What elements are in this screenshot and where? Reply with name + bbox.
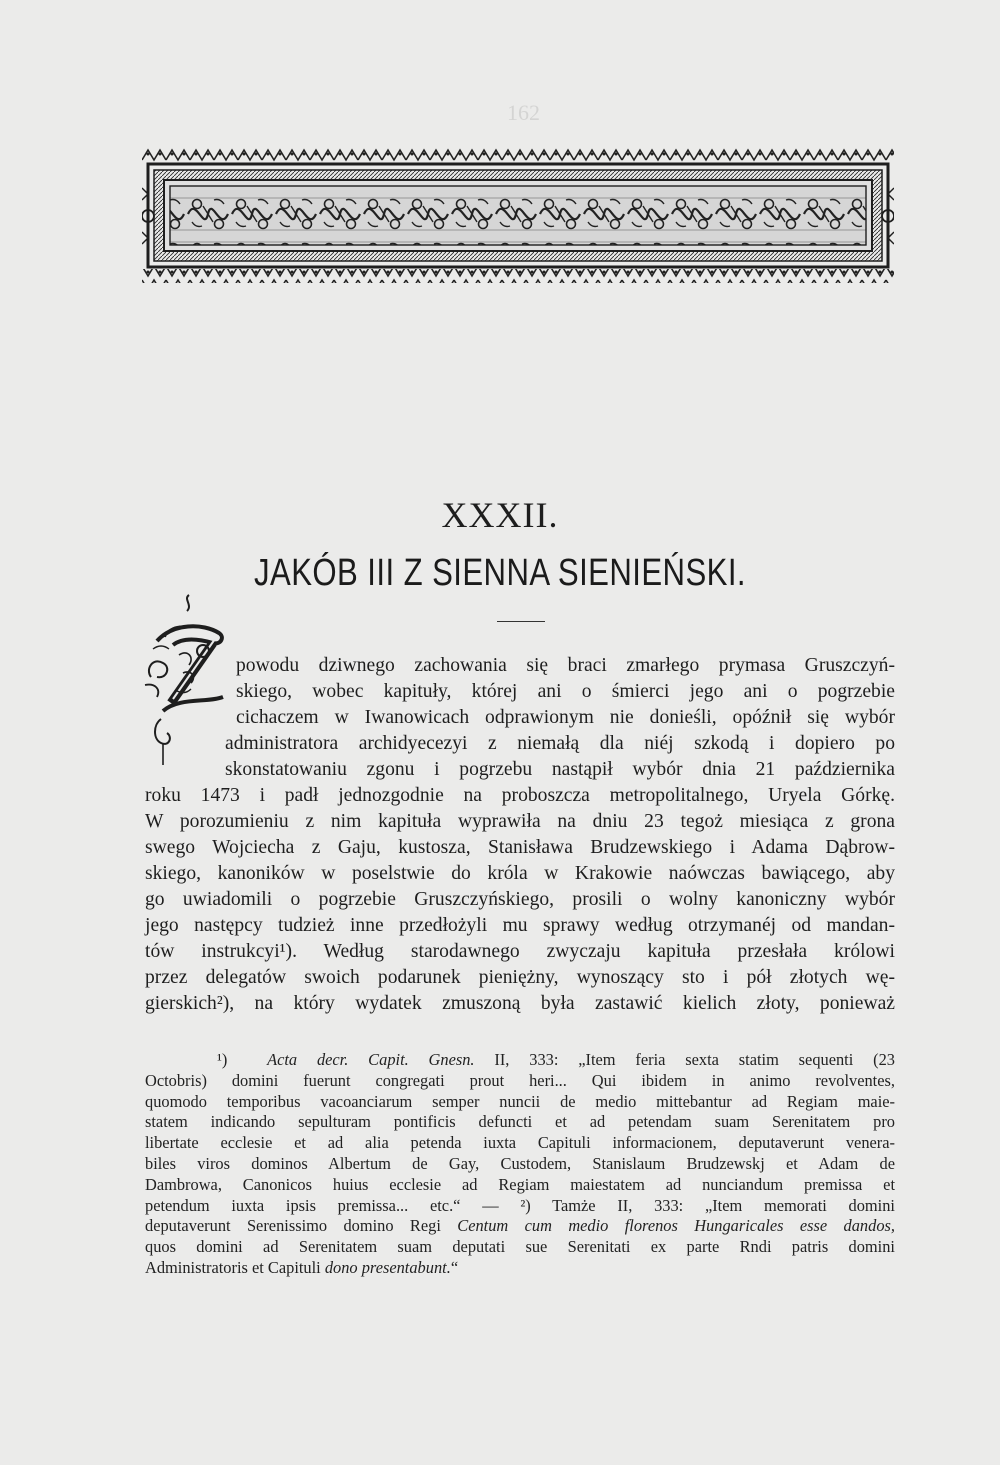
body-line: go uwiadomili o pogrzebie Gruszczyńskiego, prosili o wolny kanoniczny wybór <box>145 889 895 910</box>
footnote-marker: ¹) <box>217 1050 228 1069</box>
body-line: gierskich²), na który wydatek zmuszoną była zastawić kielich złoty, ponieważ <box>145 993 895 1014</box>
footnote-line: ¹) Acta decr. Capit. Gnesn. II, 333: „Item feria sexta statim sequenti (23 <box>217 1050 895 1069</box>
chapter-title: JAKÓB III Z SIENNA SIENIEŃSKI. <box>254 552 746 594</box>
body-line: cichaczem w Iwanowicach odprawionym nie donieśli, opóźnił się wybór <box>236 707 895 728</box>
footnote-quote: Centum cum medio florenos Hungaricales esse dandos, <box>457 1216 895 1236</box>
ornamental-headpiece <box>142 148 894 283</box>
footnote-line: Dambrowa, Canonicos huius ecclesie ad Regiam maiestatem ad nunciandum premissa et <box>145 1174 895 1194</box>
body-line: swego Wojciecha z Gaju, kustosza, Stanisława Brudzewskiego i Adama Dąbrow- <box>145 837 895 858</box>
body-line: powodu dziwnego zachowania się braci zmarłego prymasa Gruszczyń- <box>236 655 895 676</box>
bleed-through-page-number: 162 <box>507 100 540 125</box>
footnote-line: Administratoris et Capituli dono presentabunt.“ <box>145 1257 459 1277</box>
footnote-line: libertate ecclesie et ad alia petenda iuxta Capituli informacionem, deputaverunt venera- <box>145 1133 895 1153</box>
body-line: administratora archidyecezyi z niemałą dla niéj szkodą i dopiero po <box>225 733 895 754</box>
footnote-line: statem indicando sepulturam pontificis defuncti et ad petendam suam Serenitatem pro <box>145 1112 895 1132</box>
footnote-quote: dono presentabunt. <box>324 1257 451 1277</box>
body-line: W porozumieniu z nim kapituła wyprawiła na dniu 23 tegoż miesiąca z grona <box>145 811 895 832</box>
footnote-line: petendum iuxta ipsis premissa... etc.“ — ²) Tamże II, 333: „Item memorati domini <box>145 1195 895 1215</box>
footnotes <box>145 1050 895 1279</box>
body-line: tów instrukcyi¹). Według starodawnego zwyczaju kapituła przesłała królowi <box>145 941 895 962</box>
ornamental-initial-z <box>143 593 238 768</box>
body-line: skiego, kanoników w poselstwie do króla w Krakowie naówczas bawiącego, aby <box>145 863 895 884</box>
footnote-line: deputaverunt Serenissimo domino Regi Centum cum medio florenos Hungaricales esse dandos, <box>145 1216 895 1236</box>
body-line: skonstatowaniu zgonu i pogrzebu nastąpił wybór dnia 21 października <box>225 759 895 780</box>
footnote-line: Octobris) domini fuerunt congregati prout heri... Qui ibidem in animo revolventes, <box>145 1070 895 1090</box>
title-divider <box>497 621 545 622</box>
body-line: skiego, wobec kapituły, której ani o śmierci jego ani o pogrzebie <box>236 681 895 702</box>
footnote-line: quos domini ad Serenitatem suam deputati sue Serenitati ex parte Rndi patris domini <box>145 1237 895 1257</box>
footnote-line: biles viros dominos Albertum de Gay, Custodem, Stanislaum Brudzewskj et Adam de <box>145 1153 895 1173</box>
body-line: jego następcy tudzież inne przedłożyli mu sprawy według otrzymanéj od mandan- <box>145 915 895 936</box>
chapter-number: XXXII. <box>441 495 559 535</box>
body-line: przez delegatów swoich podarunek pieniężny, wynoszący sto i pół złotych wę- <box>145 967 895 988</box>
footnote-source: Acta decr. Capit. Gnesn. <box>267 1050 475 1069</box>
body-line: roku 1473 i padł jednozgodnie na proboszcza metropolitalnego, Uryela Górkę. <box>145 785 895 806</box>
footnote-line: quomodo temporibus vacoanciarum semper nuncii de medio mittebantur ad Regiam maie- <box>145 1091 895 1111</box>
